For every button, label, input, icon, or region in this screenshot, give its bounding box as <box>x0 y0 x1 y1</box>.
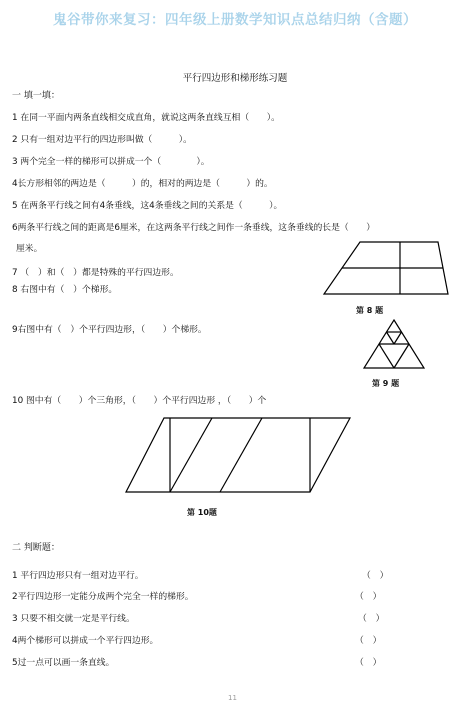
judgment-mark-2: （ ） <box>355 592 382 602</box>
question-7: 7 （ ）和（ ）都是特殊的平行四边形。 <box>12 268 179 278</box>
judgment-mark-3: （ ） <box>358 614 385 624</box>
page-number: 11 <box>228 694 237 702</box>
judgment-item-3: 3 只要不相交就一定是平行线。 <box>12 614 135 624</box>
figure-10-parallelogram <box>124 416 354 496</box>
judgment-item-4: 4两个梯形可以拼成一个平行四边形。 <box>12 636 159 646</box>
figure-9-triangle <box>362 318 426 370</box>
page-banner: 鬼谷带你来复习：四年级上册数学知识点总结归纳（含题） <box>53 12 417 28</box>
figure-9-caption: 第 9 题 <box>372 379 400 388</box>
figure-8-trapezoid <box>320 240 450 298</box>
question-6-line-2: 厘米。 <box>16 244 43 254</box>
judgment-item-1: 1 平行四边形只有一组对边平行。 <box>12 571 144 581</box>
question-1: 1 在同一平面内两条直线相交成直角，就说这两条直线互相（ ）。 <box>12 113 280 123</box>
question-3: 3 两个完全一样的梯形可以拼成一个（ ）。 <box>12 157 210 167</box>
judgment-mark-4: （ ） <box>355 636 382 646</box>
figure-8-caption: 第 8 题 <box>356 306 384 315</box>
question-6-line-1: 6两条平行线之间的距离是6厘米，在这两条平行线之间作一条垂线，这条垂线的长是（ ） <box>12 223 376 233</box>
section-2-heading: 二 判断题： <box>12 543 60 553</box>
figure-10-caption: 第 10题 <box>187 508 217 517</box>
worksheet-title: 平行四边形和梯形练习题 <box>182 73 288 84</box>
judgment-mark-5: （ ） <box>355 658 382 668</box>
judgment-item-2: 2平行四边形一定能分成两个完全一样的梯形。 <box>12 592 194 602</box>
question-2: 2 只有一组对边平行的四边形叫做（ ）。 <box>12 135 192 145</box>
judgment-item-5: 5过一点可以画一条直线。 <box>12 658 115 668</box>
judgment-mark-1: （ ） <box>362 571 389 581</box>
question-5: 5 在两条平行线之间有4条垂线，这4条垂线之间的关系是（ ）。 <box>12 201 283 211</box>
question-10: 10 图中有（ ）个三角形，（ ）个平行四边形 ，（ ）个 <box>12 396 267 406</box>
question-9: 9右图中有（ ）个平行四边形，（ ）个梯形。 <box>12 325 207 335</box>
question-4: 4长方形相邻的两边是（ ）的，相对的两边是（ ）的。 <box>12 179 273 189</box>
question-8: 8 右图中有（ ）个梯形。 <box>12 285 118 295</box>
section-1-heading: 一 填一填： <box>12 91 60 101</box>
